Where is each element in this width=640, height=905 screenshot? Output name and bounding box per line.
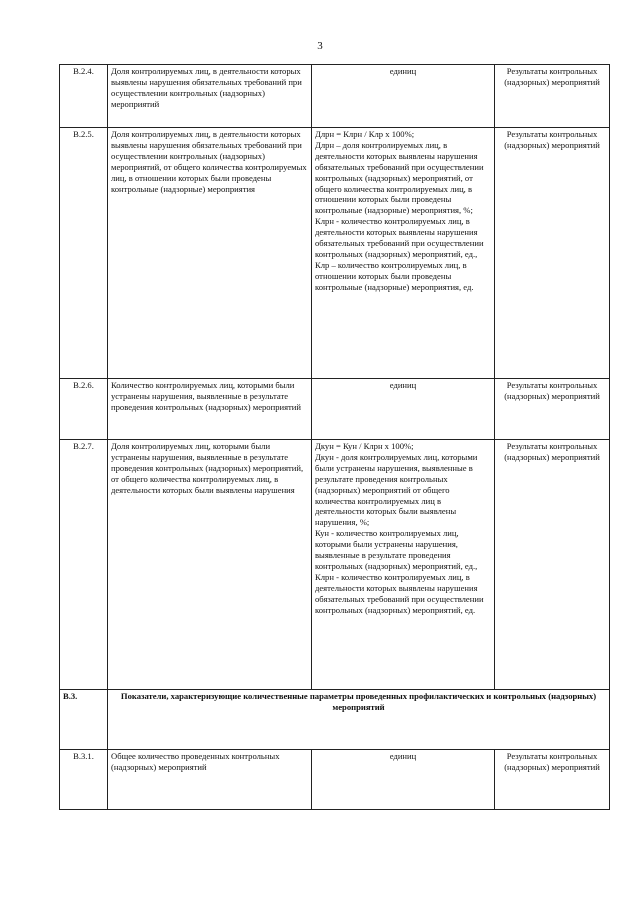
indicator-name: Доля контролируемых лиц, которыми были устранены нарушения, выявленные в результате проведения контрольных (надзорных) мероприятий, от общего количества контролируемых лиц, в деятельности которых были выявлены нарушения (108, 440, 312, 690)
indicator-formula (312, 750, 495, 810)
indicator-name: Количество контролируемых лиц, которыми были устранены нарушения, выявленные в результате проведения контрольных (надзорных) мероприятий (108, 379, 312, 440)
indicator-code: В.2.7. (60, 440, 108, 690)
indicator-code: В.2.4. (60, 65, 108, 128)
formula-line: единиц (389, 751, 417, 761)
formula-line: Длрн – доля контролируемых лиц, в деятельности которых выявлены нарушения обязательных требований при осуществлении контрольных (надзорных) мероприятий, от общего количества контролируемых лиц, в отношении которых были проведены контрольные (надзорные) мероприятия, %; (315, 139, 484, 216)
section-code: В.3. (60, 690, 108, 750)
section-row (60, 690, 610, 750)
indicator-name: Доля контролируемых лиц, в деятельности которых выявлены нарушения обязательных требований при осуществлении контрольных (надзорных) мероприятий, от общего количества контролируемых лиц, в отношении которых были проведены контрольные (надзорные) мероприятия (108, 128, 312, 379)
table-row (60, 750, 610, 810)
indicators-table (59, 64, 610, 810)
table-row (60, 440, 610, 690)
indicator-formula (312, 65, 495, 128)
indicator-source: Результаты контрольных (надзорных) мероприятий (495, 65, 610, 128)
indicator-code: В.3.1. (60, 750, 108, 810)
indicator-name: Общее количество проведенных контрольных (надзорных) мероприятий (108, 750, 312, 810)
indicator-formula (312, 128, 495, 379)
indicator-source: Результаты контрольных (надзорных) мероприятий (495, 128, 610, 379)
indicator-code: В.2.6. (60, 379, 108, 440)
indicator-source: Результаты контрольных (надзорных) мероприятий (495, 379, 610, 440)
formula-line: Клрн - количество контролируемых лиц, в деятельности которых выявлены нарушения обязательных требований при осуществлении контрольных (надзорных) мероприятий, ед. (315, 571, 484, 615)
table-row (60, 379, 610, 440)
indicator-code: В.2.5. (60, 128, 108, 379)
indicator-source: Результаты контрольных (надзорных) мероприятий (495, 440, 610, 690)
formula-line: Кун - количество контролируемых лиц, которыми были устранены нарушения, выявленные в результате проведения контрольных (надзорных) мероприятий, ед., (315, 528, 478, 571)
formula-line: Дкун = Кун / Клрн х 100%; (315, 441, 414, 451)
formula-line: Дкун - доля контролируемых лиц, которыми были устранены нарушения, выявленные в результате проведения контрольных (надзорных) мероприятий от общего количества контролируемых лиц в деятельности которых были выявлены нарушения, %; (315, 451, 478, 528)
table-row (60, 65, 610, 128)
formula-line: единиц (389, 66, 417, 76)
section-title: Показатели, характеризующие количественные параметры проведенных профилактических и контрольных (надзорных) мероприятий (108, 690, 610, 750)
page-number: 3 (317, 40, 323, 52)
formula-line: Клр – количество контролируемых лиц, в отношении которых были проведены контрольные (надзорные) мероприятия, ед. (315, 259, 474, 292)
indicator-name: Доля контролируемых лиц, в деятельности которых выявлены нарушения обязательных требований при осуществлении контрольных (надзорных) мероприятий (108, 65, 312, 128)
indicator-formula (312, 440, 495, 690)
indicator-source: Результаты контрольных (надзорных) мероприятий (495, 750, 610, 810)
formula-line: Длрн = Клрн / Клр х 100%; (315, 129, 415, 139)
formula-line: Клрн - количество контролируемых лиц, в деятельности которых выявлены нарушения обязательных требований при осуществлении контрольных (надзорных) мероприятий, ед., (315, 216, 484, 259)
table-row (60, 128, 610, 379)
indicator-formula (312, 379, 495, 440)
formula-line: единиц (389, 380, 417, 390)
